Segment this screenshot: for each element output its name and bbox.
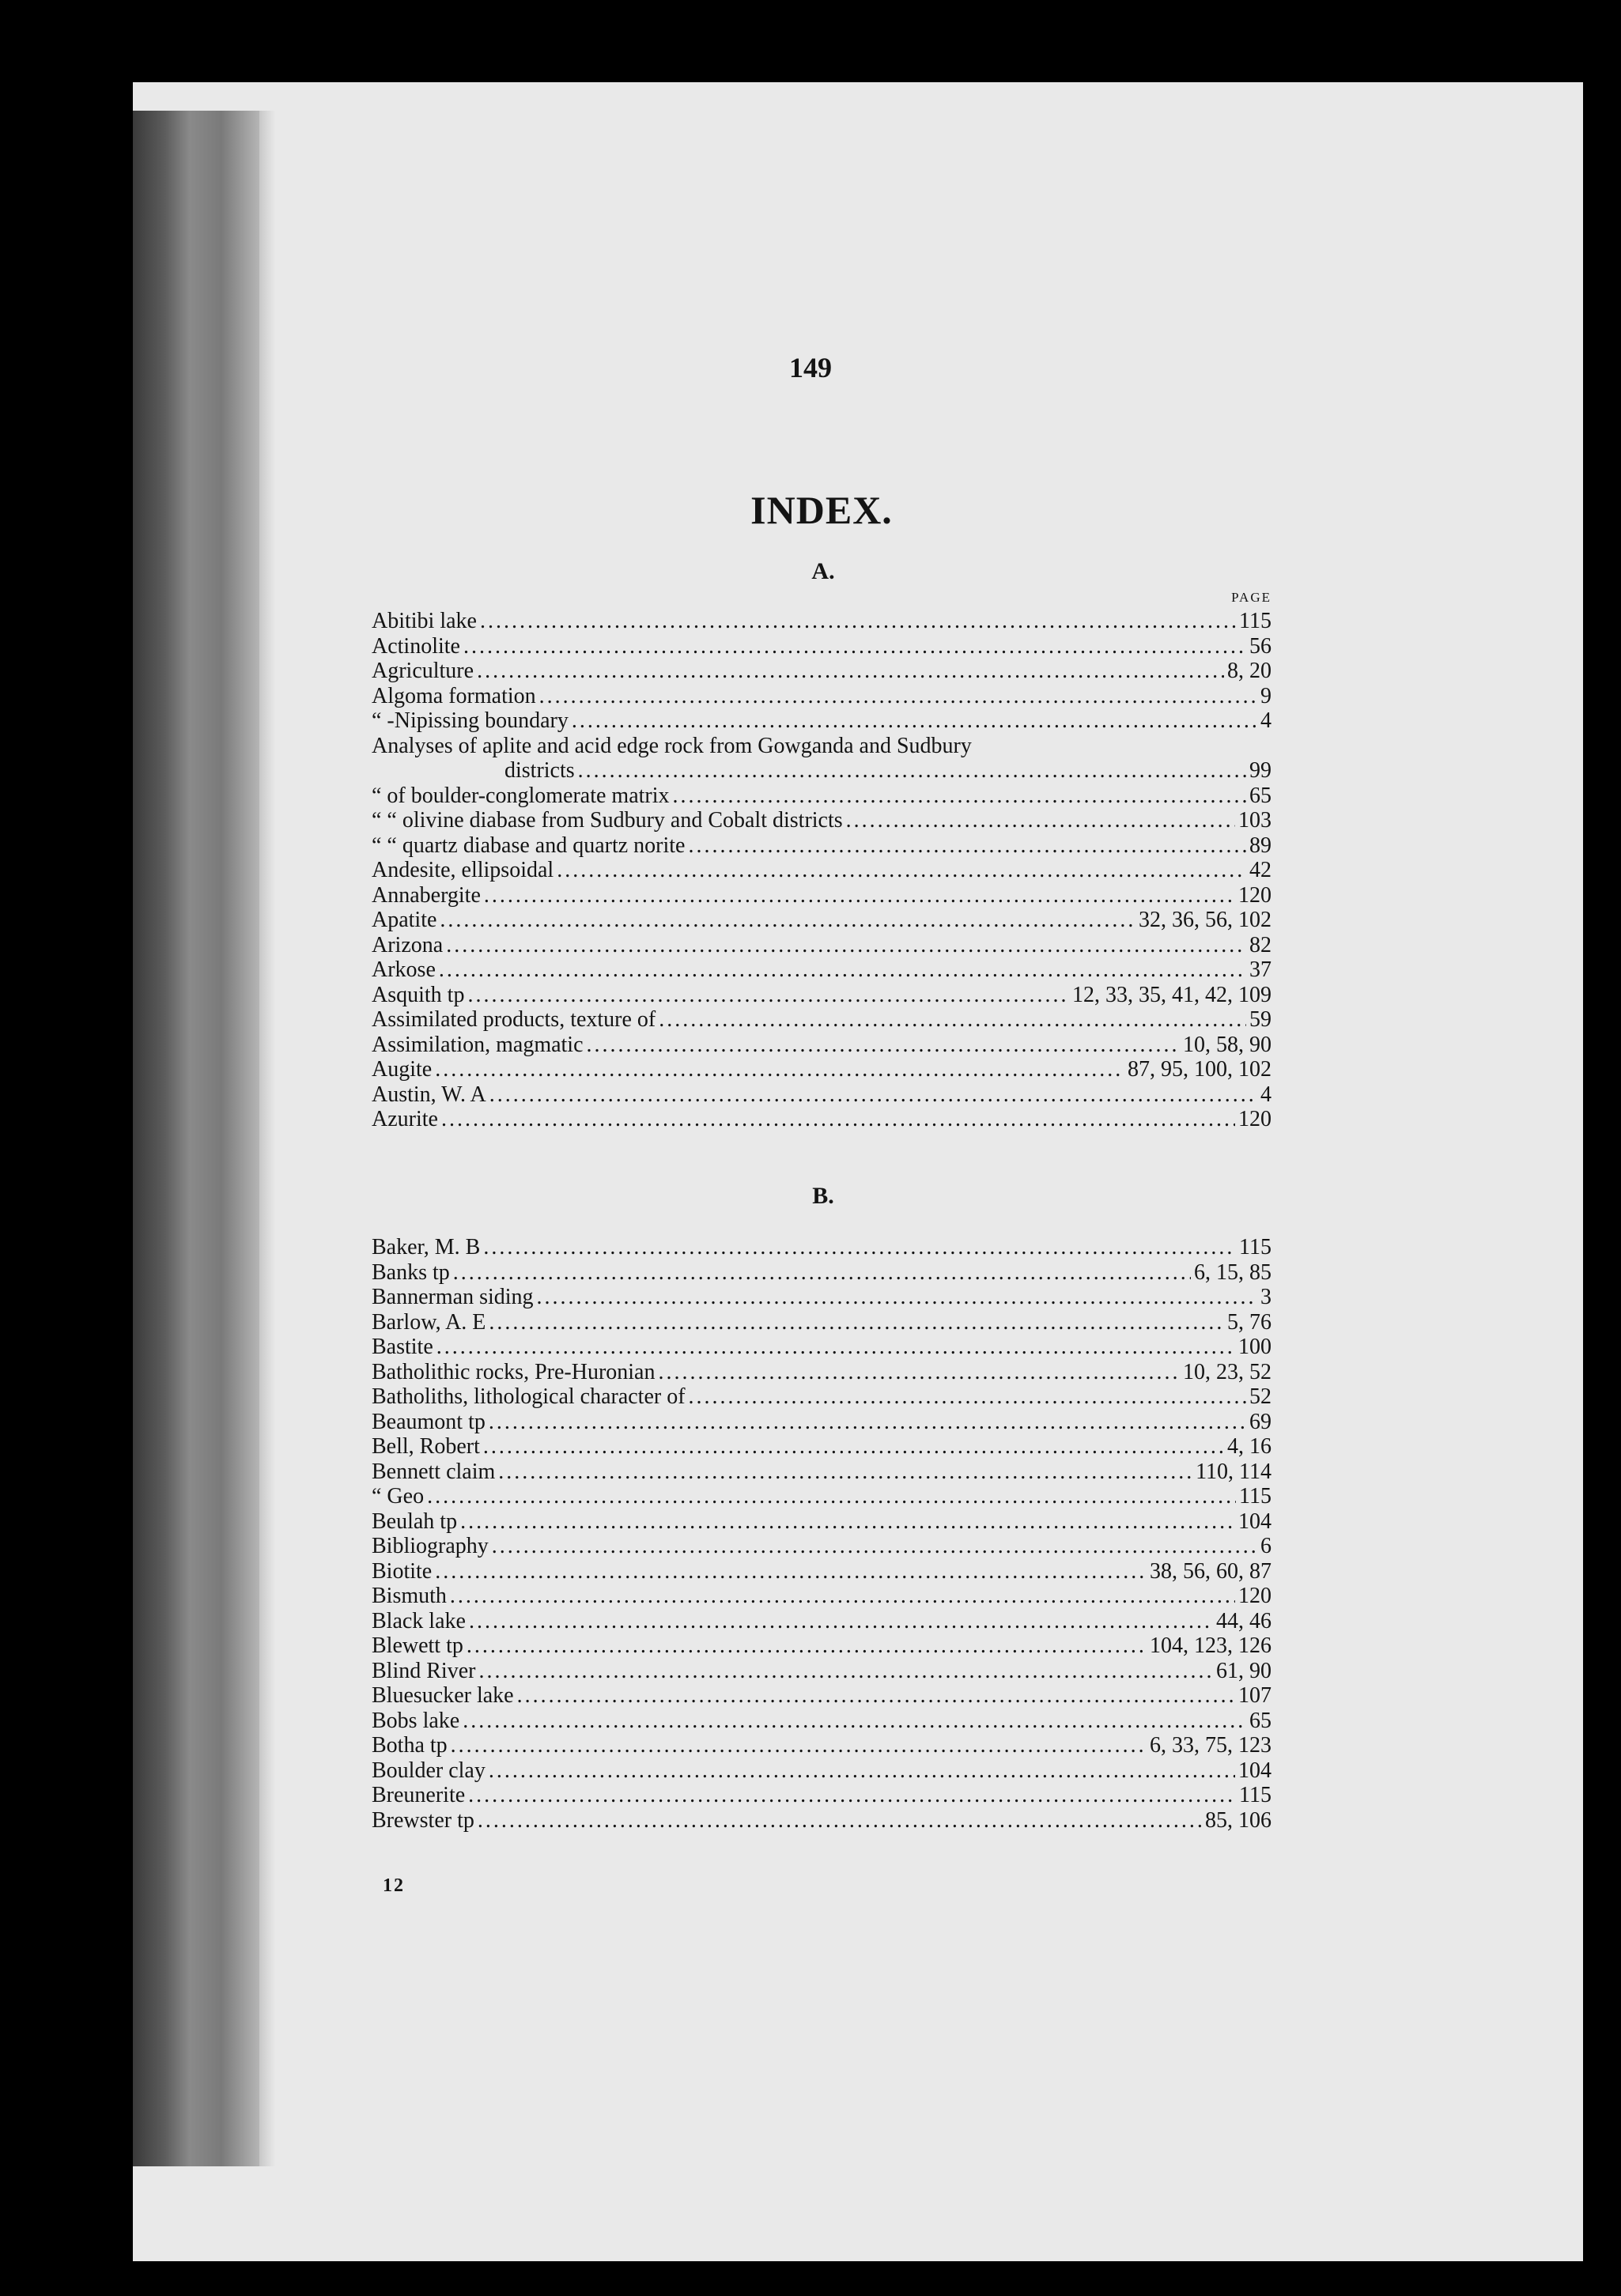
index-entry (372, 1584, 1271, 1609)
index-entry-term: Bennett claim (372, 1459, 496, 1484)
index-entry (372, 734, 1271, 759)
index-entry-term: Annabergite (372, 882, 481, 908)
dot-leader (453, 1260, 1191, 1286)
index-entry-pages: 120 (1238, 1107, 1271, 1131)
index-entry (372, 684, 1271, 709)
index-entry-term: Abitibi lake (372, 609, 477, 633)
index-entry (372, 1534, 1271, 1559)
index-entry (372, 908, 1271, 933)
index-entry-term: Breunerite (372, 1783, 466, 1807)
index-entry (372, 1460, 1271, 1485)
dot-leader (477, 659, 1224, 684)
index-entry-term: Botha tp (372, 1733, 448, 1758)
index-entry (372, 634, 1271, 659)
index-entry-pages: 6 (1260, 1534, 1271, 1558)
index-entry (372, 1235, 1271, 1260)
index-entry-pages: 10, 58, 90 (1183, 1032, 1271, 1057)
index-entry-term: Batholithic rocks, Pre-Huronian (372, 1359, 656, 1384)
index-entry (372, 833, 1271, 859)
index-entry (372, 1659, 1271, 1684)
section-letter-b: B. (812, 1183, 834, 1209)
index-entry-term: Agriculture (372, 659, 474, 683)
index-entry (372, 1335, 1271, 1360)
index-entry (372, 1709, 1271, 1734)
index-entry-term: Bibliography (372, 1534, 489, 1558)
index-entry (372, 1733, 1271, 1758)
index-entry (372, 1107, 1271, 1132)
index-entry-term: Black lake (372, 1608, 466, 1633)
dot-leader (489, 1758, 1235, 1784)
index-entry (372, 659, 1271, 684)
index-entry-term: Augite (372, 1057, 433, 1082)
index-entry-term: Bluesucker lake (372, 1683, 514, 1708)
index-entry-term: Assimilated products, texture of (372, 1007, 656, 1032)
index-entry-pages: 103 (1238, 808, 1271, 833)
dot-leader (489, 1310, 1224, 1335)
index-entry-term: Brewster tp (372, 1807, 474, 1833)
index-entry (372, 1633, 1271, 1659)
index-entry (372, 784, 1271, 809)
dot-leader (688, 833, 1246, 859)
index-entry-pages: 32, 36, 56, 102 (1139, 908, 1271, 932)
index-entry-pages: 65 (1249, 1708, 1271, 1733)
dot-leader (451, 1733, 1147, 1758)
index-entry (372, 1057, 1271, 1082)
index-entry (372, 1384, 1271, 1410)
index-entry-pages: 89 (1249, 833, 1271, 858)
index-entry (372, 1683, 1271, 1709)
index-entry-pages: 4 (1260, 1082, 1271, 1107)
index-entry-pages: 85, 106 (1205, 1807, 1271, 1833)
index-entry (372, 957, 1271, 983)
index-entry (372, 609, 1271, 634)
index-entry (372, 1783, 1271, 1808)
index-entry-term: Bannerman siding (372, 1285, 534, 1309)
index-entry-term: “ “ olivine diabase from Sudbury and Cobalt districts (372, 808, 843, 833)
dot-leader (498, 1460, 1192, 1485)
index-entry-pages: 110, 114 (1196, 1459, 1271, 1484)
index-entry-pages: 52 (1249, 1384, 1271, 1409)
index-entry (372, 983, 1271, 1008)
index-entry-pages: 100 (1238, 1335, 1271, 1359)
index-entry-pages: 4 (1260, 708, 1271, 733)
index-entry-term: Banks tp (372, 1259, 450, 1285)
index-entry (372, 1082, 1271, 1108)
index-section-b (372, 1235, 1271, 1833)
signature-mark: 12 (383, 1875, 405, 1896)
dot-leader (689, 1384, 1246, 1410)
index-entry (372, 933, 1271, 958)
index-entry (372, 1260, 1271, 1286)
index-entry-pages: 69 (1249, 1409, 1271, 1434)
index-entry-term: Boulder clay (372, 1758, 486, 1783)
index-entry (372, 808, 1271, 833)
index-entry (372, 1285, 1271, 1310)
dot-leader (673, 784, 1246, 809)
index-entry-term: Bobs lake (372, 1708, 460, 1733)
dot-leader (436, 1335, 1235, 1360)
index-entry (372, 1007, 1271, 1033)
dot-leader (439, 957, 1246, 983)
dot-leader (537, 1285, 1257, 1310)
index-entry-pages: 10, 23, 52 (1183, 1359, 1271, 1384)
index-entry-pages: 38, 56, 60, 87 (1150, 1558, 1271, 1584)
dot-leader (517, 1683, 1235, 1709)
index-entry-term: “ Geo (372, 1484, 425, 1509)
index-entry-term: Baker, M. B (372, 1235, 481, 1259)
dot-leader (427, 1484, 1236, 1509)
index-entry-pages: 8, 20 (1227, 659, 1271, 683)
index-entry-term: Actinolite (372, 633, 460, 659)
index-entry-term: “ “ quartz diabase and quartz norite (372, 833, 686, 858)
dot-leader (440, 908, 1135, 933)
index-entry (372, 1509, 1271, 1535)
index-entry-term: Apatite (372, 908, 437, 932)
index-entry (372, 883, 1271, 908)
index-entry (372, 1360, 1271, 1385)
dot-leader (483, 1434, 1224, 1460)
dot-leader (467, 983, 1069, 1008)
index-entry-pages: 65 (1249, 783, 1271, 808)
index-entry-pages: 59 (1249, 1007, 1271, 1032)
dot-leader (478, 1659, 1213, 1684)
index-section-a (372, 609, 1271, 1132)
index-entry-term: Assimilation, magmatic (372, 1032, 584, 1057)
dot-leader (441, 1107, 1235, 1132)
index-entry-pages: 104 (1238, 1758, 1271, 1783)
index-entry-term: Bastite (372, 1335, 433, 1359)
index-entry-term: Algoma formation (372, 683, 536, 708)
index-entry-pages: 115 (1239, 609, 1271, 633)
dot-leader (435, 1057, 1124, 1082)
index-entry-pages: 82 (1249, 932, 1271, 957)
index-entry-term: Batholiths, lithological character of (372, 1384, 686, 1409)
index-entry (372, 1758, 1271, 1784)
dot-leader (469, 1609, 1213, 1634)
dot-leader (460, 1509, 1235, 1535)
index-entry-term: Barlow, A. E (372, 1309, 486, 1335)
index-entry-term: Asquith tp (372, 982, 465, 1007)
index-entry (372, 1310, 1271, 1335)
dot-leader (659, 1007, 1246, 1033)
index-title: INDEX. (750, 488, 893, 532)
index-entry-pages: 3 (1260, 1285, 1271, 1309)
dot-leader (478, 1808, 1202, 1833)
dot-leader (489, 1410, 1246, 1435)
dot-leader (463, 1709, 1246, 1734)
section-letter-a: A. (811, 558, 835, 584)
page-number: 149 (789, 352, 832, 383)
index-entry-pages: 120 (1238, 1584, 1271, 1608)
index-entry-term: Biotite (372, 1558, 433, 1584)
index-entry-pages: 9 (1260, 683, 1271, 708)
dot-leader (539, 684, 1257, 709)
index-entry (372, 1033, 1271, 1058)
page-column-label: PAGE (1231, 590, 1271, 605)
dot-leader (578, 758, 1246, 784)
index-entry-pages: 4, 16 (1227, 1434, 1271, 1459)
index-entry (372, 1410, 1271, 1435)
index-entry-pages: 87, 95, 100, 102 (1128, 1057, 1271, 1082)
page-gutter-edge (259, 111, 275, 2166)
index-entry (372, 708, 1271, 734)
index-entry (372, 1808, 1271, 1833)
index-entry-pages: 120 (1238, 882, 1271, 908)
dot-leader (450, 1584, 1235, 1609)
index-entry-pages: 6, 33, 75, 123 (1150, 1733, 1271, 1758)
dot-leader (463, 634, 1246, 659)
index-entry-pages: 5, 76 (1227, 1309, 1271, 1335)
index-entry (372, 758, 1271, 784)
dot-leader (557, 858, 1246, 883)
dot-leader (658, 1360, 1180, 1385)
index-entry-term: Analyses of aplite and acid edge rock from Gowganda and Sudbury (372, 733, 972, 758)
index-entry (372, 1484, 1271, 1509)
index-entry-term: districts (504, 758, 575, 783)
dot-leader (468, 1783, 1236, 1808)
index-entry (372, 1609, 1271, 1634)
index-entry-pages: 115 (1239, 1235, 1271, 1259)
page-gutter-shadow (133, 111, 259, 2166)
index-entry-term: Beulah tp (372, 1509, 458, 1534)
index-entry-pages: 44, 46 (1216, 1608, 1271, 1633)
dot-leader (483, 1235, 1236, 1260)
index-entry (372, 1434, 1271, 1460)
index-entry-pages: 99 (1249, 758, 1271, 783)
index-entry-term: Austin, W. A (372, 1082, 486, 1107)
index-entry-pages: 37 (1249, 957, 1271, 982)
index-entry-term: Arizona (372, 932, 444, 957)
index-entry-pages: 42 (1249, 858, 1271, 882)
dot-leader (446, 933, 1246, 958)
dot-leader (492, 1534, 1257, 1559)
index-entry (372, 858, 1271, 883)
index-entry-pages: 104 (1238, 1509, 1271, 1534)
index-entry-term: Arkose (372, 957, 436, 982)
index-entry-term: Blewett tp (372, 1633, 463, 1658)
index-entry-term: Andesite, ellipsoidal (372, 858, 554, 882)
dot-leader (484, 883, 1235, 908)
dot-leader (480, 609, 1236, 634)
index-entry-pages: 115 (1239, 1783, 1271, 1807)
dot-leader (489, 1082, 1257, 1108)
dot-leader (467, 1633, 1147, 1659)
index-entry-term: Bell, Robert (372, 1434, 480, 1459)
book-page (133, 82, 1583, 2261)
index-entry-pages: 61, 90 (1216, 1658, 1271, 1683)
index-entry-term: Bismuth (372, 1584, 447, 1608)
index-entry-term: “ -Nipissing boundary (372, 708, 569, 733)
index-entry-pages: 12, 33, 35, 41, 42, 109 (1072, 982, 1271, 1007)
index-entry-pages: 104, 123, 126 (1150, 1633, 1271, 1658)
dot-leader (435, 1559, 1147, 1584)
index-entry-term: “ of boulder-conglomerate matrix (372, 783, 670, 808)
index-entry-term: Azurite (372, 1107, 438, 1131)
index-entry-pages: 115 (1239, 1484, 1271, 1509)
index-entry-term: Blind River (372, 1658, 476, 1683)
index-entry-pages: 56 (1249, 633, 1271, 659)
index-entry-term: Beaumont tp (372, 1409, 486, 1434)
index-entry (372, 1559, 1271, 1584)
dot-leader (587, 1033, 1180, 1058)
index-entry-pages: 107 (1238, 1683, 1271, 1708)
index-entry-pages: 6, 15, 85 (1194, 1259, 1271, 1285)
dot-leader (572, 708, 1257, 734)
dot-leader (846, 808, 1235, 833)
